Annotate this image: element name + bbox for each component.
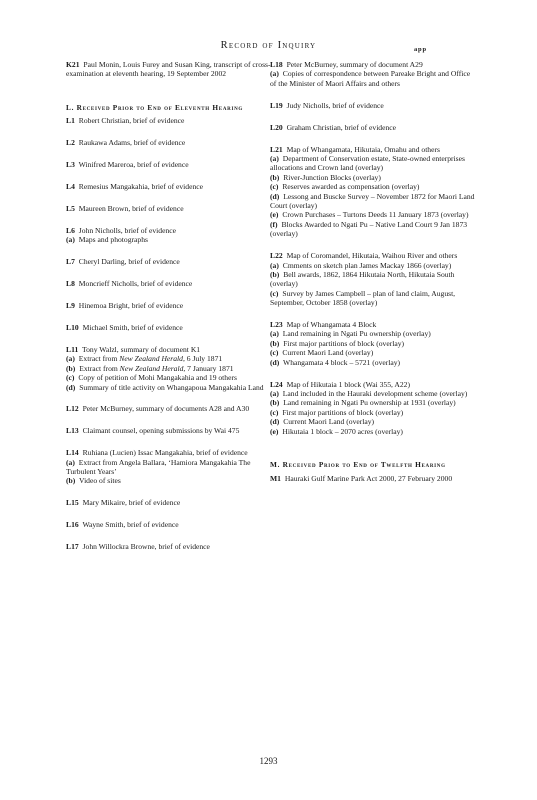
entry-sub-item (270, 173, 475, 182)
entry-sub-item (66, 364, 271, 373)
sub-item-label: (e) (270, 426, 279, 436)
record-entry (66, 226, 271, 245)
entry-sub-item (270, 408, 475, 417)
entry-code: L13 (66, 426, 79, 436)
entry-code: L17 (66, 542, 79, 552)
record-entry (66, 138, 271, 147)
entry-line (66, 345, 271, 354)
entry-line (66, 138, 271, 147)
entry-text: Map of Hikutaia 1 block (Wai 355, A22) (286, 379, 410, 389)
entry-line (270, 320, 475, 329)
page-header-title: Record of Inquiry (220, 40, 317, 51)
entry-sub-item (270, 261, 475, 270)
entry-code: L16 (66, 520, 79, 530)
entry-line (270, 145, 475, 154)
entry-code: L4 (66, 182, 75, 192)
record-entry (66, 323, 271, 332)
left-column (66, 60, 271, 564)
sub-item-text: Summary of title activity on Whangapoua Mangakahia Land (79, 382, 264, 392)
sub-item-label: (c) (270, 407, 279, 417)
record-entry (66, 520, 271, 529)
entry-code: K21 (66, 60, 80, 69)
sub-item-label: (a) (270, 260, 279, 270)
entry-sub-item (270, 220, 475, 239)
sub-item-text: Lessong and Buscke Survey – November 1872 for Maori Land Court (overlay) (270, 191, 475, 210)
entry-sub-item (270, 389, 475, 398)
entry-text: Maureen Brown, brief of evidence (78, 204, 184, 214)
entry-line (66, 404, 271, 413)
sub-item-label: (b) (270, 338, 280, 348)
entry-sub-item (270, 192, 475, 211)
entry-sub-item (270, 339, 475, 348)
sub-item-text: Whangamata 4 block – 5721 (overlay) (283, 357, 401, 367)
entry-line (270, 380, 475, 389)
record-entry (66, 448, 271, 486)
sub-item-label: (d) (270, 357, 280, 367)
sub-item-text: Hikutaia 1 block – 2070 acres (overlay) (282, 426, 403, 436)
entry-code: L6 (66, 225, 75, 235)
entry-line (66, 426, 271, 435)
entry-text: Paul Monin, Louis Furey and Susan King, transcript of cross-examination at eleventh hearing, 19 September 2002 (66, 60, 271, 79)
entry-code: L1 (66, 116, 75, 126)
entry-code: M1 (270, 473, 281, 483)
sub-item-label: (c) (270, 288, 279, 298)
entry-sub-item (66, 235, 271, 244)
record-entry (66, 345, 271, 392)
entry-sub-item (270, 417, 475, 426)
entry-line (66, 542, 271, 551)
entry-text: Map of Whangamata, Hikutaia, Omahu and others (286, 144, 440, 154)
entry-sub-item (270, 289, 475, 308)
sub-item-text: Reserves awarded as compensation (overlay) (282, 182, 420, 192)
sub-item-text: Cmments on sketch plan James Mackay 1866 (overlay) (282, 260, 452, 270)
record-entry (66, 301, 271, 310)
sub-item-label: (f) (270, 219, 278, 229)
sub-item-source-title: New Zealand Herald (119, 363, 184, 373)
record-entry (66, 279, 271, 288)
entry-sub-item (270, 182, 475, 191)
entry-text: Judy Nicholls, brief of evidence (286, 100, 384, 110)
record-entry (66, 426, 271, 435)
section-heading: M. Received Prior to End of Twelfth Hearing (270, 460, 446, 469)
entry-sub-item (270, 69, 475, 88)
entry-code: L2 (66, 138, 75, 148)
entry-text: Winifred Mareroa, brief of evidence (78, 160, 189, 170)
sub-item-text: Land included in the Hauraki development scheme (overlay) (282, 388, 468, 398)
sub-item-text: Maps and photographs (78, 235, 148, 245)
sub-item-text: Copy of petition of Mohi Mangakahia and 19 others (78, 373, 237, 383)
sub-item-text: First major partitions of block (overlay) (282, 407, 404, 417)
record-entry (270, 474, 475, 483)
record-entry (66, 204, 271, 213)
sub-item-text: , 6 July 1871 (182, 354, 223, 364)
record-entry (66, 542, 271, 551)
entry-code: L23 (270, 320, 283, 330)
record-entry (66, 182, 271, 191)
sub-item-label: (b) (270, 398, 280, 408)
entry-sub-item (270, 270, 475, 289)
record-entry (270, 320, 475, 367)
entry-line (66, 204, 271, 213)
entry-line (66, 226, 271, 235)
entry-sub-item (66, 354, 271, 363)
entry-code: L21 (270, 144, 283, 154)
entry-text: Wayne Smith, brief of evidence (82, 520, 179, 530)
sub-item-text: Survey by James Campbell – plan of land claim, August, September, October 1858 (overlay) (270, 288, 456, 308)
sub-item-label: (b) (270, 269, 280, 279)
sub-item-text: Land remaining in Ngati Pu ownership at 1931 (overlay) (283, 398, 456, 408)
record-entry (66, 257, 271, 266)
entry-text: Peter McBurney, summary of documents A28 and A30 (82, 404, 250, 414)
entry-line (270, 101, 475, 110)
entry-line (66, 448, 271, 457)
sub-item-label: (a) (66, 354, 75, 364)
entry-text: Cheryl Darling, brief of evidence (78, 257, 180, 267)
sub-item-text: Blocks Awarded to Ngati Pu – Native Land Court 9 Jan 1873 (overlay) (270, 219, 468, 239)
entry-text: Graham Christian, brief of evidence (286, 122, 397, 132)
entry-sub-item (270, 329, 475, 338)
entry-text: Raukawa Adams, brief of evidence (78, 138, 186, 148)
record-entry (270, 251, 475, 307)
entry-code: L24 (270, 379, 283, 389)
entry-text: John Willockra Browne, brief of evidence (82, 542, 210, 552)
sub-item-text: Extract from (79, 363, 120, 373)
entry-sub-item (270, 358, 475, 367)
entry-sub-item (270, 398, 475, 407)
sub-item-label: (c) (270, 348, 279, 358)
entry-line (66, 257, 271, 266)
entry-text: Remesius Mangakahia, brief of evidence (78, 182, 203, 192)
sub-item-text: First major partitions of block (overlay) (283, 338, 405, 348)
entry-code: L14 (66, 448, 79, 458)
sub-item-label: (a) (270, 69, 279, 79)
entry-code: L8 (66, 279, 75, 289)
entry-line (270, 474, 475, 483)
sub-item-text: Current Maori Land (overlay) (282, 348, 374, 358)
entry-line (66, 520, 271, 529)
entry-line (270, 60, 475, 69)
sub-item-label: (d) (270, 191, 280, 201)
entry-code: L19 (270, 100, 283, 110)
entry-text: Claimant counsel, opening submissions by Wai 475 (82, 426, 240, 436)
sub-item-label: (b) (66, 476, 76, 486)
entry-text: Robert Christian, brief of evidence (78, 116, 185, 126)
entry-code: L10 (66, 322, 79, 332)
entry-code: L20 (270, 122, 283, 132)
sub-item-label: (b) (66, 363, 76, 373)
record-entry (270, 145, 475, 239)
sub-item-label: (c) (270, 182, 279, 192)
sub-item-label: (a) (270, 388, 279, 398)
sub-item-label: (a) (66, 457, 75, 467)
sub-item-text: Extract from (78, 354, 120, 364)
record-entry (270, 60, 475, 88)
sub-item-label: (e) (270, 210, 279, 220)
sub-item-text: Bell awards, 1862, 1864 Hikutaia North, Hikutaia South (overlay) (270, 269, 455, 289)
entry-code: L9 (66, 301, 75, 311)
entry-code: L18 (270, 60, 283, 69)
sub-item-source-title: New Zealand Herald (119, 354, 183, 364)
entry-sub-item (270, 427, 475, 436)
page-number: 1293 (259, 756, 278, 766)
entry-line (66, 323, 271, 332)
right-column (270, 60, 475, 496)
entry-line (270, 123, 475, 132)
entry-text: Map of Coromandel, Hikutaia, Waihou River and others (286, 251, 458, 261)
entry-line (270, 251, 475, 260)
entry-text: John Nicholls, brief of evidence (78, 225, 176, 235)
record-entry (270, 123, 475, 132)
entry-code: L11 (66, 344, 79, 354)
entry-code: L22 (270, 251, 283, 261)
entry-text: Hinemoa Bright, brief of evidence (78, 301, 184, 311)
entry-line (66, 182, 271, 191)
entry-line (66, 160, 271, 169)
sub-item-text: Copies of correspondence between Pareake Bright and Office of the Minister of Maori Affairs and others (270, 69, 471, 88)
page-header-tag: app (414, 46, 427, 53)
sub-item-text: Department of Conservation estate, State-owned enterprises allocations and Crown land (overlay) (270, 153, 465, 173)
sub-item-label: (a) (66, 235, 75, 245)
section-heading: L. Received Prior to End of Eleventh Hearing (66, 102, 243, 112)
entry-code: L3 (66, 160, 75, 170)
entry-text: Tony Walzl, summary of document K1 (82, 344, 201, 354)
entry-line (66, 279, 271, 288)
sub-item-label: (d) (270, 417, 280, 427)
entry-code: L15 (66, 498, 79, 508)
entry-text: Hauraki Gulf Marine Park Act 2000, 27 February 2000 (284, 473, 453, 483)
entry-code: L5 (66, 204, 75, 214)
sub-item-text: Crown Purchases – Turtons Deeds 11 January 1873 (overlay) (282, 210, 469, 220)
record-entry (66, 160, 271, 169)
entry-sub-item (270, 348, 475, 357)
sub-item-text: Extract from Angela Ballara, ‘Hamiora Mangakahia The Turbulent Years’ (66, 457, 251, 477)
entry-line (66, 498, 271, 507)
record-entry (66, 498, 271, 507)
entry-code: L12 (66, 404, 79, 414)
sub-item-label: (c) (66, 373, 75, 383)
sub-item-text: Land remaining in Ngati Pu ownership (overlay) (282, 329, 431, 339)
record-entry (66, 116, 271, 125)
sub-item-text: Current Maori Land (overlay) (283, 417, 375, 427)
entry-text: Mary Mikaire, brief of evidence (82, 498, 181, 508)
sub-item-label: (a) (270, 153, 279, 163)
sub-item-label: (b) (270, 172, 280, 182)
sub-item-text: , 7 January 1871 (183, 363, 234, 373)
entry-line (66, 60, 271, 79)
entry-sub-item (270, 210, 475, 219)
entry-line (66, 301, 271, 310)
entry-text: Peter McBurney, summary of document A29 (286, 60, 423, 69)
entry-sub-item (66, 476, 271, 485)
entry-text: Michael Smith, brief of evidence (82, 322, 183, 332)
sub-item-label: (a) (270, 329, 279, 339)
sub-item-label: (d) (66, 382, 76, 392)
entry-text: Map of Whangamata 4 Block (286, 320, 377, 330)
entry-line (66, 116, 271, 125)
entry-sub-item (66, 383, 271, 392)
sub-item-text: River-Junction Blocks (overlay) (283, 172, 381, 182)
entry-sub-item (66, 458, 271, 477)
record-entry (270, 101, 475, 110)
entry-sub-item (66, 373, 271, 382)
sub-item-text: Video of sites (79, 476, 121, 486)
entry-code: L7 (66, 257, 75, 267)
entry-text: Ruhiana (Lucien) Issac Mangakahia, brief of evidence (82, 448, 248, 458)
entry-sub-item (270, 154, 475, 173)
record-entry (66, 60, 271, 79)
record-entry (66, 404, 271, 413)
entry-text: Moncrieff Nicholls, brief of evidence (78, 279, 193, 289)
record-entry (270, 380, 475, 436)
